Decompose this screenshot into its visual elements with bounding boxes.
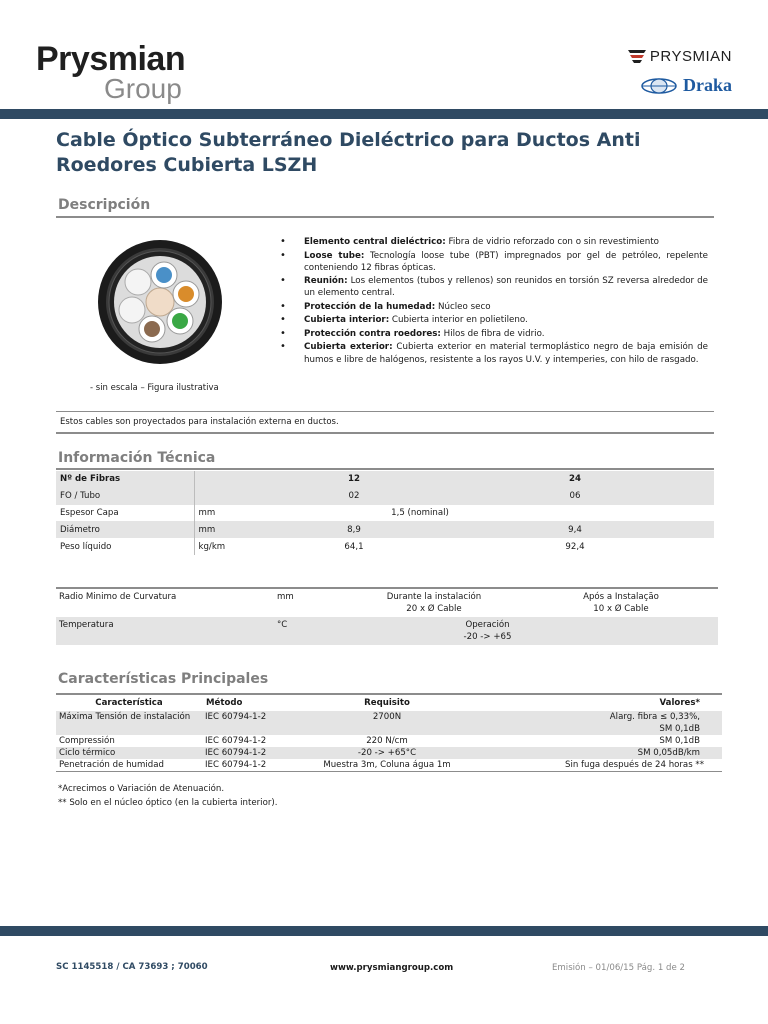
cell-unit: mm [194, 521, 272, 538]
cell-value: SM 0,05dB/km [462, 747, 722, 759]
cell-value: 92,4 [565, 541, 585, 552]
application-note-text: Estos cables son proyectados para instalación externa en ductos. [60, 417, 339, 427]
draka-brand [602, 75, 732, 96]
tecnica-heading: Información Técnica [58, 450, 216, 466]
cell-unit: mm [277, 592, 294, 602]
bullet-item [278, 328, 708, 340]
bullet-label: Loose tube: [304, 250, 365, 261]
prysmian-group-logo [36, 42, 196, 102]
footnotes [58, 782, 277, 810]
bullet-text: Fibra de vidrio reforzado con o sin revestimiento [445, 237, 659, 247]
prysmian-mark-icon [626, 49, 648, 63]
application-note [56, 411, 714, 434]
cell-method: IEC 60794-1-2 [202, 747, 312, 759]
table-row [56, 617, 718, 645]
bullet-text: Tecnología loose tube (PBT) impregnados por gel de petróleo, repelente conteniendo 12 fibras ópticas. [304, 250, 708, 273]
descripcion-heading: Descripción [58, 197, 151, 213]
cell-value: SM 0,1dB [659, 736, 700, 746]
cell-label: Nº de Fibras [56, 471, 194, 488]
cell-line: 20 x Ø Cable [406, 604, 462, 614]
bullet-text: Los elementos (tubos y rellenos) son reunidos en torsión SZ reversa alrededor de un elemento central. [304, 276, 708, 299]
table-row [56, 505, 714, 522]
cell-label: Temperatura [56, 617, 274, 645]
cell-value: 06 [436, 488, 714, 505]
logo-main-text: Prysmian [36, 40, 186, 78]
cell-line: Operación [465, 620, 510, 630]
cell-value [462, 711, 722, 735]
cell-label: Peso líquido [60, 541, 112, 552]
logo-sub-text: Group [104, 73, 182, 104]
tecnica-rule [56, 468, 714, 470]
cell-value: 24 [436, 471, 714, 488]
description-bullets [278, 236, 708, 367]
table-row [56, 747, 722, 759]
footer-website-link[interactable]: www.prysmiangroup.com [330, 963, 454, 973]
footnote: *Acrecimos o Variación de Atenuación. [58, 784, 225, 794]
cell-value: 12 [272, 471, 436, 488]
table-row [56, 488, 714, 505]
header-band [0, 109, 768, 119]
cell-value: 1,5 (nominal) [391, 507, 449, 518]
cell-unit: kg/km [194, 538, 272, 555]
cell-unit: °C [274, 617, 344, 645]
bullet-text: Núcleo seco [435, 301, 491, 312]
cell-line: 10 x Ø Cable [593, 604, 649, 614]
bullet-label: Cubierta exterior: [304, 342, 393, 353]
descripcion-rule [56, 216, 714, 218]
cell-label: Penetración de humidad [59, 760, 164, 770]
cell-value [524, 588, 718, 617]
bullet-item [278, 341, 708, 365]
cell-line: Após a Instalação [583, 592, 659, 602]
cell-requirement: 2700N [312, 711, 462, 735]
column-header: Característica [95, 698, 163, 708]
column-header: Valores* [659, 698, 700, 708]
cell-label: Radio Minimo de Curvatura [59, 592, 177, 602]
cell-value: 9,4 [436, 521, 714, 538]
brand-logos [602, 48, 732, 96]
bullet-label: Protección de la humedad: [304, 301, 436, 312]
bullet-label: Cubierta interior: [304, 315, 390, 326]
bullet-text: Cubierta interior en polietileno. [389, 315, 528, 326]
bullet-item [278, 250, 708, 274]
cell-requirement: -20 -> +65°C [312, 747, 462, 759]
cell-requirement: Muestra 3m, Coluna água 1m [323, 760, 451, 770]
cell-value: 02 [272, 488, 436, 505]
table-header-row [56, 694, 722, 711]
cell-method: IEC 60794-1-2 [205, 736, 267, 746]
cell-label: Máxima Tensión de instalación [56, 711, 202, 735]
cell-line: Durante la instalación [386, 592, 482, 602]
caracteristicas-heading: Características Principales [58, 671, 269, 687]
footnote: ** Solo en el núcleo óptico (en la cubierta interior). [58, 798, 278, 808]
footer-reference: SC 1145518 / CA 73693 ; 70060 [56, 962, 208, 972]
bullet-label: Elemento central dieléctrico: [304, 237, 446, 247]
bullet-text: Cubierta exterior en material termoplástico negro de baja emisión de humos e libre de halógenos, resistente a los rayos U.V. y intemperies, con hilo de rasgado. [304, 342, 708, 365]
column-header: Requisito [364, 698, 410, 708]
bullet-item [278, 301, 708, 313]
cell-label: Ciclo térmico [56, 747, 202, 759]
bullet-item [278, 275, 708, 299]
table-row [56, 735, 722, 747]
cell-value [344, 617, 718, 645]
footer-band [0, 926, 768, 936]
table-row [56, 538, 714, 555]
bullet-label: Protección contra roedores: [304, 328, 441, 339]
bullet-item [278, 314, 708, 326]
cell-requirement: 220 N/cm [366, 736, 408, 746]
cell-label: Compressión [59, 736, 115, 746]
bullet-item [278, 236, 708, 248]
bullet-text: Hilos de fibra de vidrio. [440, 328, 545, 339]
cell-unit [194, 471, 272, 488]
prysmian-brand [602, 48, 732, 65]
cell-value: 8,9 [272, 521, 436, 538]
table-row [56, 521, 714, 538]
cell-line: SM 0,1dB [659, 724, 700, 734]
cell-unit [194, 488, 272, 505]
document-title: Cable Óptico Subterráneo Dieléctrico para Ductos Anti Roedores Cubierta LSZH [56, 129, 641, 176]
main-characteristics-table [56, 693, 722, 772]
table-row [56, 759, 722, 772]
cell-value: 64,1 [344, 541, 364, 552]
figure-caption: - sin escala – Figura ilustrativa [90, 383, 219, 393]
table-row [56, 588, 718, 617]
draka-globe-icon [641, 77, 677, 95]
column-header: Método [206, 698, 243, 708]
cell-method: IEC 60794-1-2 [205, 760, 267, 770]
bullet-label: Reunión: [304, 276, 348, 287]
cable-cross-section-illustration [92, 238, 228, 366]
cell-line: -20 -> +65 [463, 632, 512, 642]
cell-unit: mm [194, 505, 272, 522]
draka-brand-text: Draka [683, 75, 732, 95]
cell-method: IEC 60794-1-2 [202, 711, 312, 735]
cell-value [344, 588, 524, 617]
table-row [56, 471, 714, 488]
cell-label: Diámetro [56, 521, 194, 538]
cell-label: Espesor Capa [60, 507, 119, 518]
cell-value: Sin fuga después de 24 horas ** [564, 760, 704, 770]
table-row [56, 711, 722, 735]
curvature-temperature-table [56, 587, 718, 645]
cell-line: Alarg. fibra ≤ 0,33%, [609, 712, 700, 722]
technical-info-table [56, 471, 714, 555]
prysmian-brand-text: PRYSMIAN [649, 48, 732, 65]
cell-label: FO / Tubo [56, 488, 194, 505]
footer-issue-page: Emisión – 01/06/15 Pág. 1 de 2 [552, 963, 685, 973]
